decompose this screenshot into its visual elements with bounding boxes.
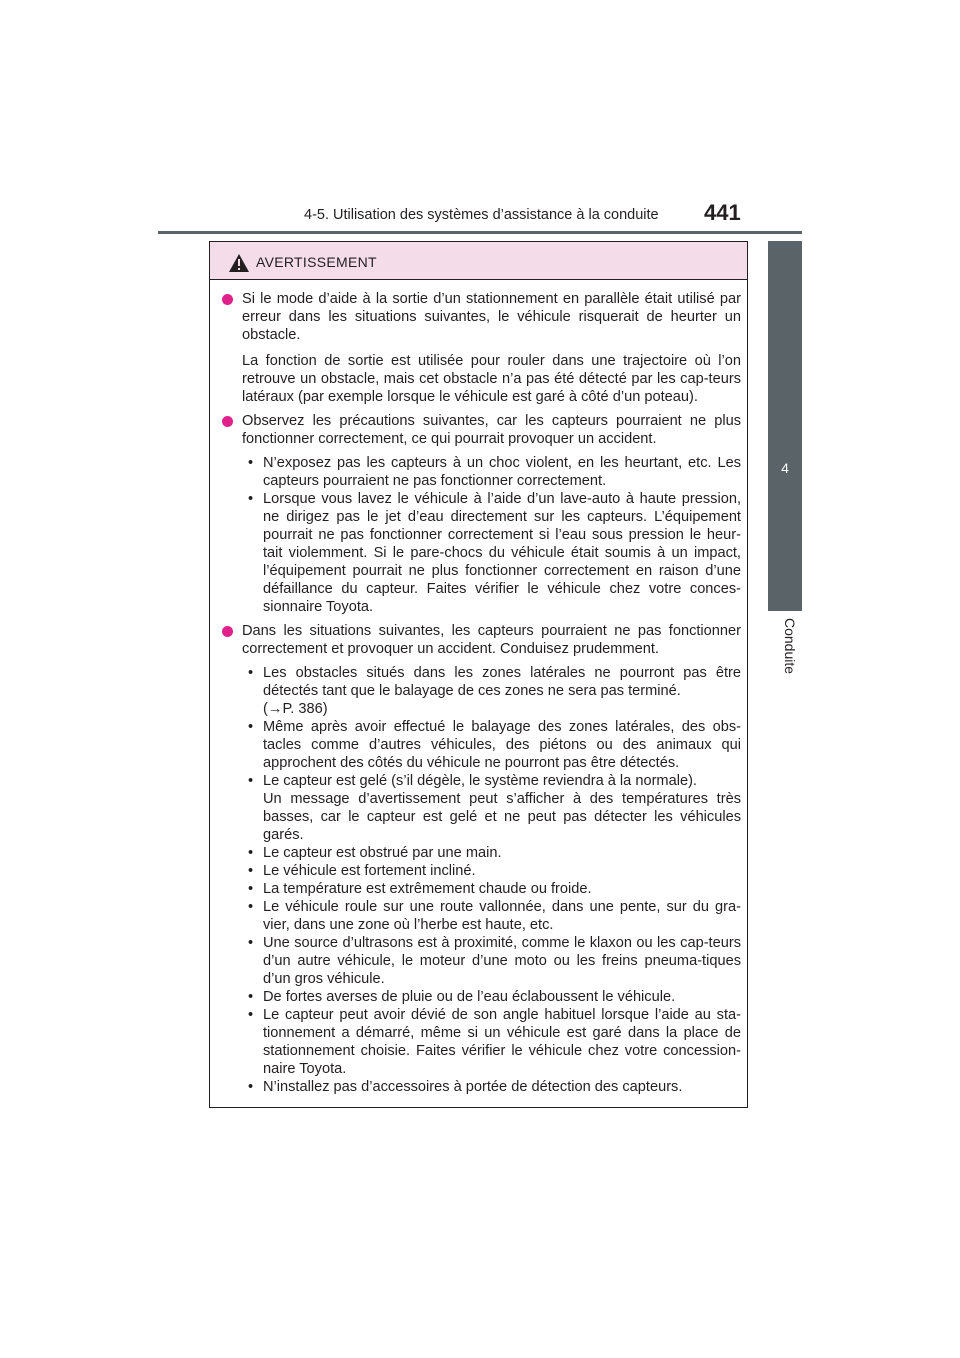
sub-list-item (242, 898, 741, 934)
sub-list-item (242, 862, 741, 880)
sub-list-item (242, 880, 741, 898)
sub-list-item (242, 490, 741, 616)
bullet-icon (222, 416, 233, 427)
sub-list-item (242, 772, 741, 844)
header-rule (158, 231, 802, 234)
sub-list-item (242, 718, 741, 772)
warning-paragraph: Dans les situations suivantes, les capteurs pourraient ne pas fonctionner correctement et provoquer un accident. Conduisez prudemment. (242, 623, 741, 657)
sub-bullet-icon: • (248, 1079, 254, 1095)
section-title: 4-5. Utilisation des systèmes d’assistance à la conduite (304, 207, 659, 223)
bullet-icon (222, 294, 233, 305)
sub-bullet-icon: • (248, 863, 254, 879)
sub-list-item (242, 1006, 741, 1078)
warning-header (210, 242, 747, 280)
warning-item (222, 622, 741, 1096)
sub-list-item (242, 988, 741, 1006)
chapter-label: Conduite (782, 618, 798, 675)
sub-item-continuation: Un message d’avertissement peut s’afficher à des températures très basses, car le capteur est gelé et ne peut pas détecter les véhicules garés. (263, 791, 741, 843)
sub-item-text: N’exposez pas les capteurs à un choc violent, en les heurtant, etc. Les capteurs pourraient ne pas fonctionner correctement. (263, 455, 741, 489)
sub-list (242, 454, 741, 616)
sub-list (242, 664, 741, 1096)
bullet-icon (222, 626, 233, 637)
sub-bullet-icon: • (248, 881, 254, 897)
sub-list-item (242, 664, 741, 718)
warning-box (209, 241, 748, 1108)
chapter-number: 4 (781, 460, 789, 476)
sub-item-continuation: (→P. 386) (263, 701, 328, 717)
warning-triangle-icon (228, 253, 250, 273)
sub-list-item (242, 934, 741, 988)
sub-bullet-icon: • (248, 491, 254, 507)
warning-paragraph: Observez les précautions suivantes, car les capteurs pourraient ne plus fonctionner correctement, ce qui pourrait provoquer un accident. (242, 413, 741, 447)
warning-paragraph: Si le mode d’aide à la sortie d’un stationnement en parallèle était utilisé par erreur dans les situations suivantes, le véhicule risquerait de heurter un obstacle. (242, 291, 741, 343)
sub-bullet-icon: • (248, 899, 254, 915)
sub-item-text: Les obstacles situés dans les zones latérales ne pourront pas être détectés tant que le balayage de ces zones ne sera pas terminé. (263, 665, 741, 699)
sub-list-item (242, 1078, 741, 1096)
sub-item-text: Lorsque vous lavez le véhicule à l’aide d’un lave-auto à haute pression, ne dirigez pas le jet d’eau directement sur les capteurs. L’équipement pourrait ne pas fonctionner correctement si l’eau sous pression le heur-tait violemment. Si le pare-chocs du véhicule était soumis à un impact, l’équipement pourrait ne plus fonctionner correctement en raison d’une défaillance du capteur. Faites vérifier le véhicule chez votre conces-sionnaire Toyota. (263, 491, 741, 615)
warning-title: AVERTISSEMENT (256, 254, 377, 270)
sub-item-text: De fortes averses de pluie ou de l’eau éclaboussent le véhicule. (263, 989, 676, 1005)
sub-bullet-icon: • (248, 455, 254, 471)
sub-bullet-icon: • (248, 1007, 254, 1023)
sub-item-text: Le capteur est gelé (s’il dégèle, le système reviendra à la normale). (263, 773, 697, 789)
sub-bullet-icon: • (248, 935, 254, 951)
sub-bullet-icon: • (248, 989, 254, 1005)
warning-item (222, 412, 741, 616)
sub-item-text: Le véhicule roule sur une route vallonnée, dans une pente, sur du gra-vier, dans une zone où l’herbe est haute, etc. (263, 899, 741, 933)
sub-item-text: Même après avoir effectué le balayage des zones latérales, des obs-tacles comme d’autres véhicules, des piétons ou des animaux qui approchent des côtés du véhicule ne pourront pas être détectés. (263, 719, 741, 771)
sub-item-text: Le capteur peut avoir dévié de son angle habituel lorsque l’aide au sta-tionnement a démarré, même si un véhicule est garé dans la place de stationnement choisie. Faites vérifier le véhicule chez votre concession-naire Toyota. (263, 1007, 741, 1077)
warning-body (210, 280, 747, 1096)
page-number: 441 (704, 200, 741, 225)
warning-item (222, 290, 741, 406)
sub-item-text: Une source d’ultrasons est à proximité, comme le klaxon ou les cap-teurs d’un autre véhicule, le moteur d’une moto ou les freins pneuma-tiques d’un gros véhicule. (263, 935, 741, 987)
sub-list-item (242, 844, 741, 862)
chapter-tab (768, 241, 802, 611)
sub-bullet-icon: • (248, 719, 254, 735)
warning-paragraph: La fonction de sortie est utilisée pour rouler dans une trajectoire où l’on retrouve un obstacle, mais cet obstacle n’a pas été détecté par les cap-teurs latéraux (par exemple lorsque le véhicule est garé à côté d’un poteau). (242, 353, 741, 405)
sub-item-text: Le véhicule est fortement incliné. (263, 863, 476, 879)
sub-bullet-icon: • (248, 773, 254, 789)
sub-item-text: Le capteur est obstrué par une main. (263, 845, 502, 861)
sub-item-text: N’installez pas d’accessoires à portée de détection des capteurs. (263, 1079, 683, 1095)
sub-item-text: La température est extrêmement chaude ou froide. (263, 881, 592, 897)
sub-list-item (242, 454, 741, 490)
sub-bullet-icon: • (248, 845, 254, 861)
sub-bullet-icon: • (248, 665, 254, 681)
